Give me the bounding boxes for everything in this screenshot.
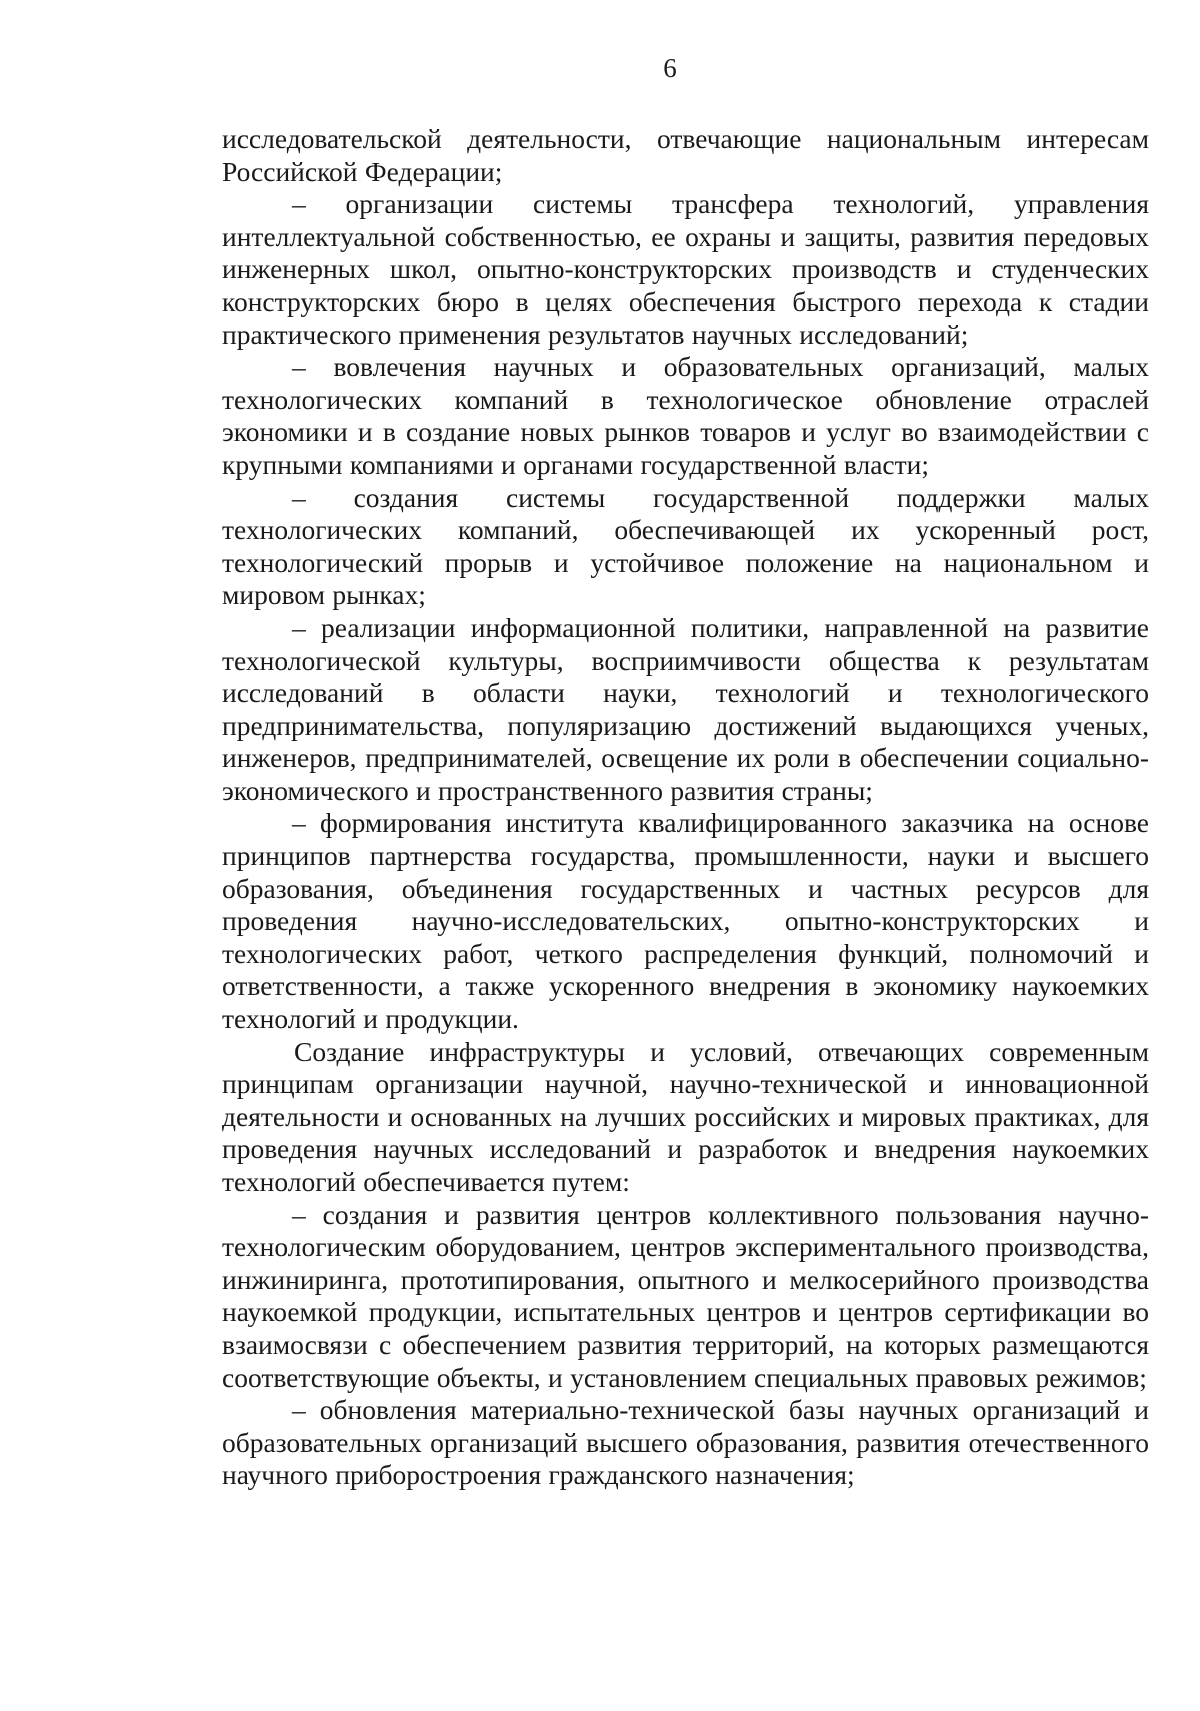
list-item-state-support-system: – создания системы государственной поддержки малых технологических компаний, обеспечивающей их ускоренный рост, технологический прорыв и устойчивое положение на национальном и мировом рынках; [222,481,1149,611]
list-item-shared-use-centers: – создания и развития центров коллективного пользования научно-технологическим оборудованием, центров экспериментального производства, инжиниринга, прототипирования, опытного и мелкосерийного производства наукоемкой продукции, испытательных центров и центров сертификации во взаимосвязи с обеспечением развития территорий, на которых размещаются соответствующие объекты, и установлением специальных правовых режимов; [222,1198,1149,1393]
document-body [222,123,1149,1492]
list-item-qualified-customer: – формирования института квалифицированного заказчика на основе принципов партнерства государства, промышленности, науки и высшего образования, объединения государственных и частных ресурсов для проведения научно-исследовательских, опытно-конструкторских и технологических работ, четкого распределения функций, полномочий и ответственности, а также ускоренного внедрения в экономику наукоемких технологий и продукции. [222,807,1149,1035]
paragraph-continuation: исследовательской деятельности, отвечающие национальным интересам Российской Федерации; [222,123,1149,187]
list-item-information-policy: – реализации информационной политики, направленной на развитие технологической культуры, восприимчивости общества к результатам исследований в области науки, технологий и технологического предпринимательства, популяризацию достижений выдающихся ученых, инженеров, предпринимателей, освещение их роли в обеспечении социально-экономического и пространственного развития страны; [222,611,1149,806]
list-item-material-base-update: – обновления материально-технической базы научных организаций и образовательных организаций высшего образования, развития отечественного научного приборостроения гражданского назначения; [222,1394,1149,1491]
list-item-technology-transfer: – организации системы трансфера технологий, управления интеллектуальной собственностью, ее охраны и защиты, развития передовых инженерных школ, опытно-конструкторских производств и студенческих конструкторских бюро в целях обеспечения быстрого перехода к стадии практического применения результатов научных исследований; [222,188,1149,350]
paragraph-infrastructure: Создание инфраструктуры и условий, отвечающих современным принципам организации научной, научно-технической и инновационной деятельности и основанных на лучших российских и мировых практиках, для проведения научных исследований и разработок и внедрения наукоемких технологий обеспечивается путем: [222,1035,1149,1197]
page-number: 6 [663,53,677,83]
list-item-involvement-organizations: – вовлечения научных и образовательных организаций, малых технологических компаний в технологическое обновление отраслей экономики и в создание новых рынков товаров и услуг во взаимодействии с крупными компаниями и органами государственной власти; [222,351,1149,480]
